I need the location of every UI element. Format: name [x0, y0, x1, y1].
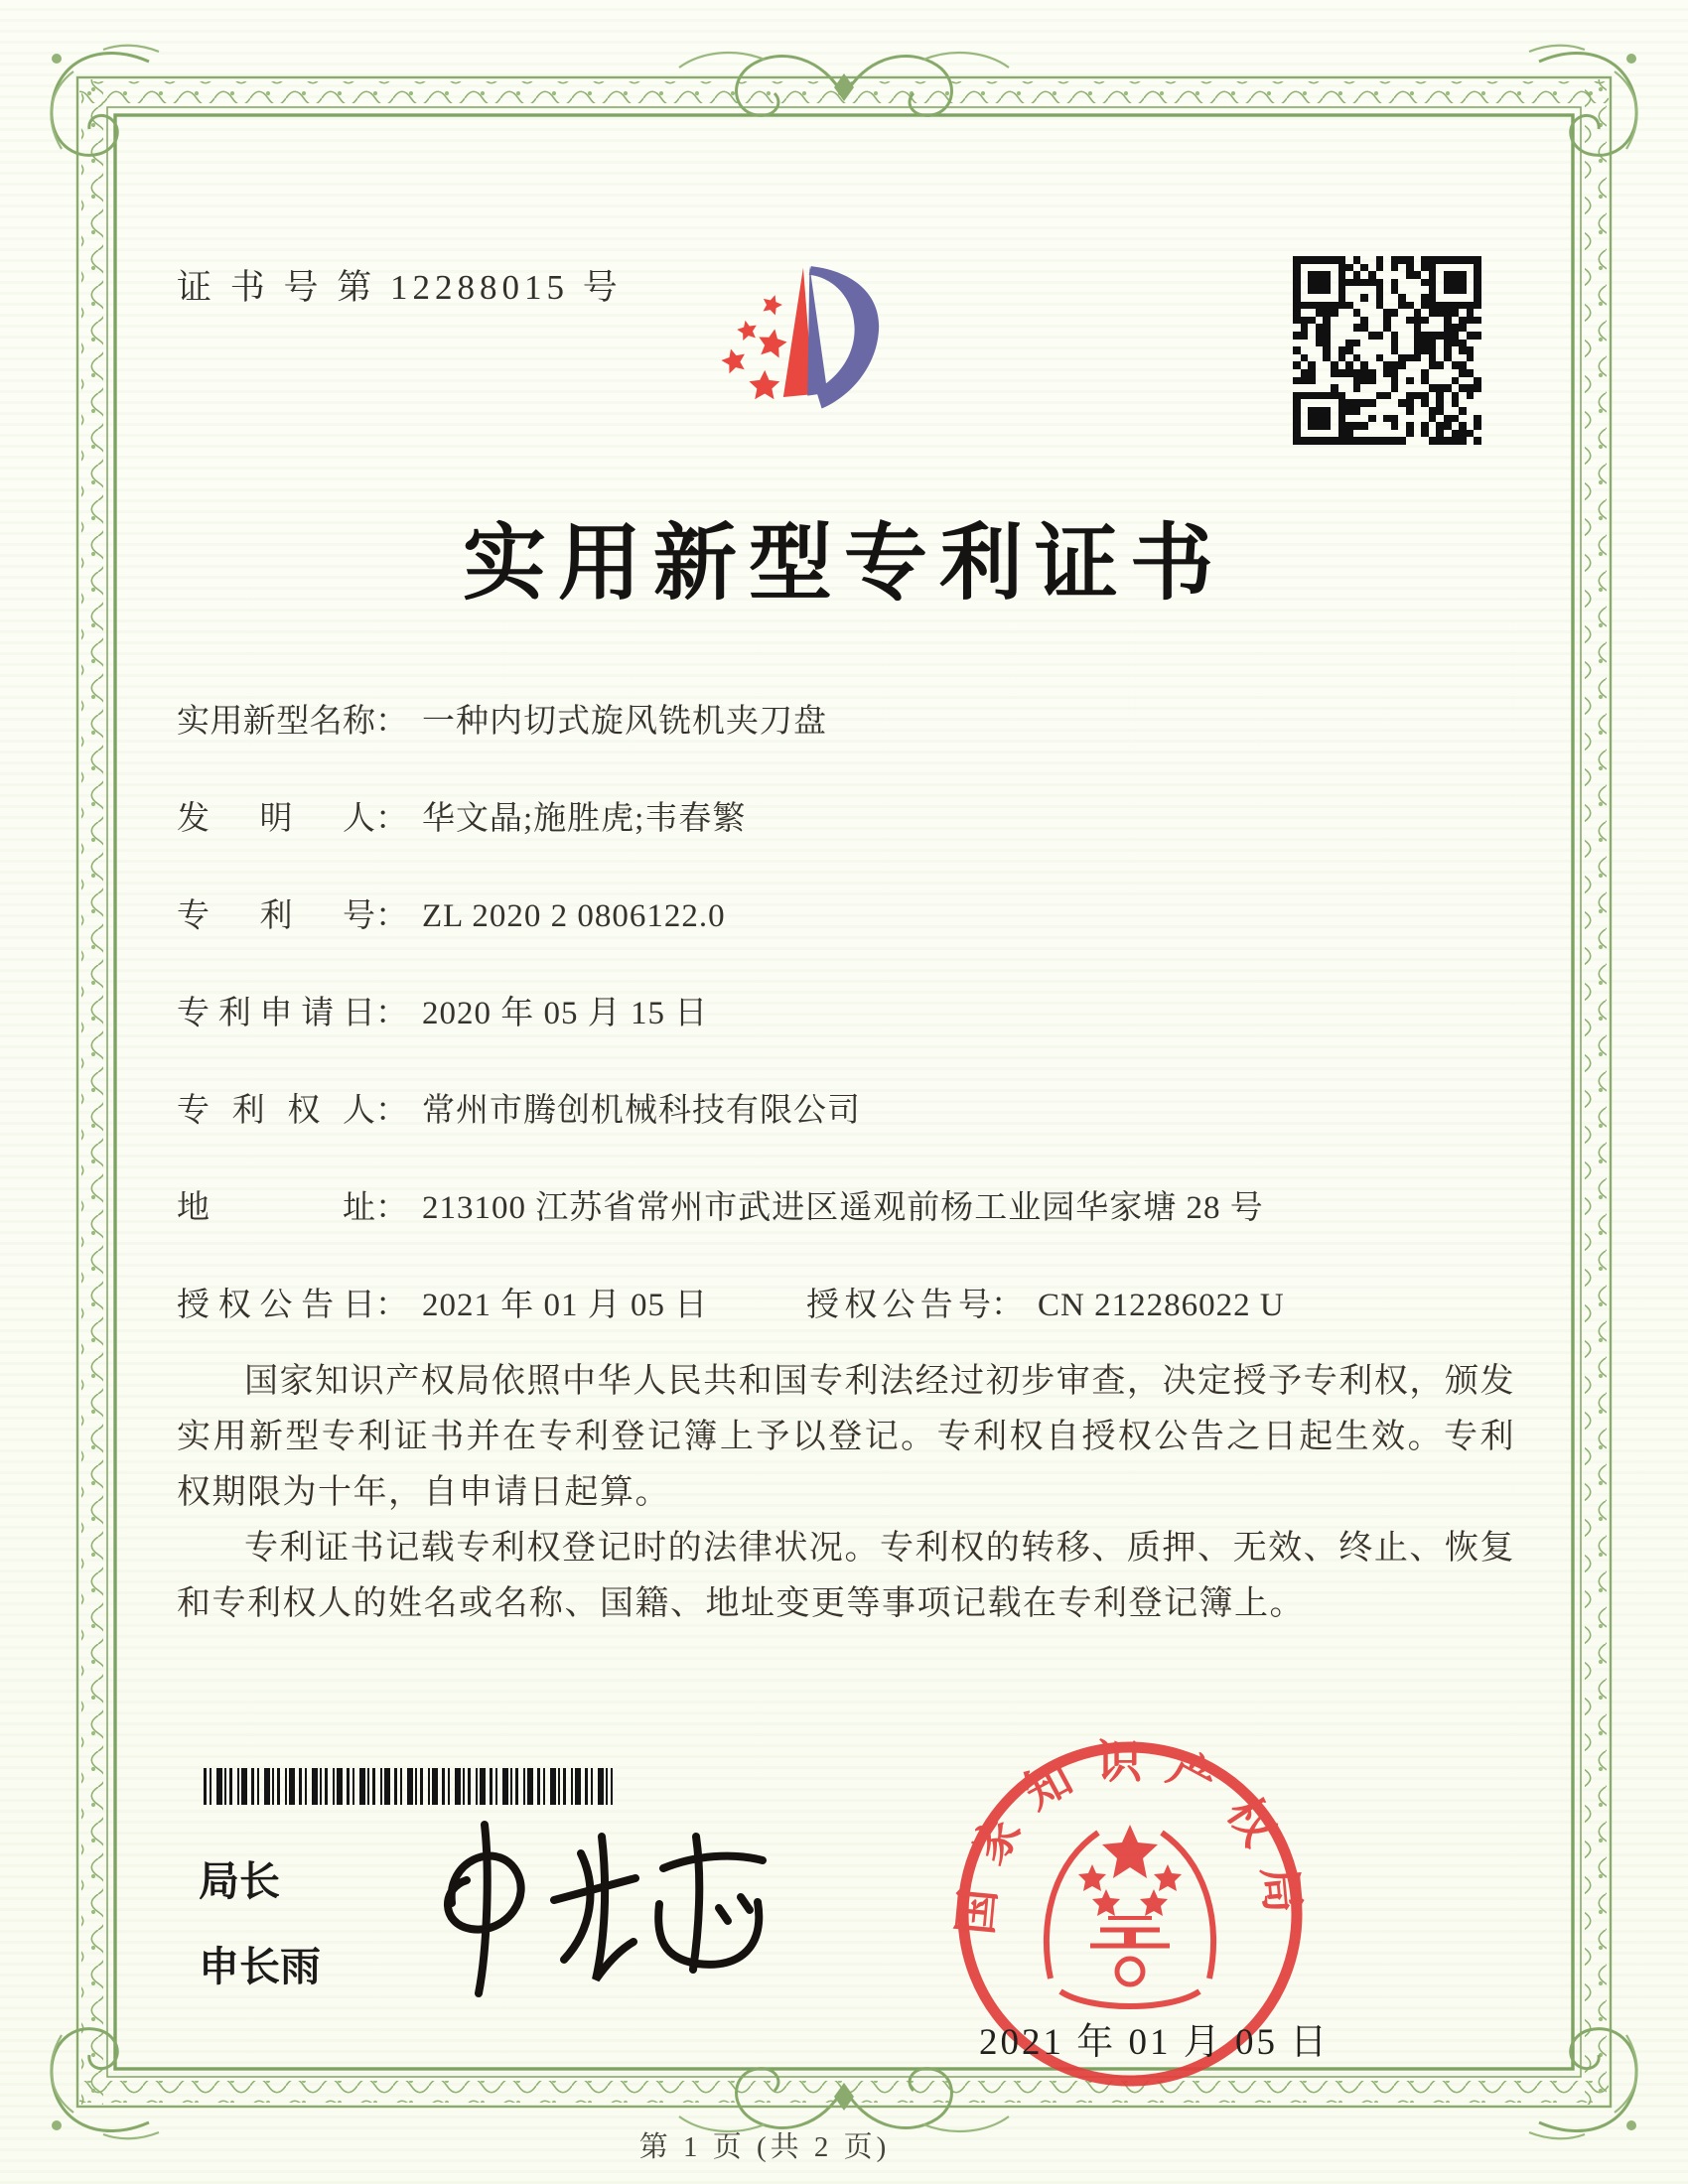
field-label: 专利权人	[177, 1093, 375, 1129]
barcode	[204, 1768, 613, 1805]
colon	[375, 987, 408, 1033]
field-label: 授权公告号	[806, 1288, 991, 1323]
field-value: CN 212286022 U	[1038, 1288, 1285, 1323]
colon	[375, 1181, 408, 1228]
field-grant-date	[177, 1279, 708, 1325]
seal-date: 2021 年 01 月 05 日	[979, 2022, 1331, 2063]
field-grant-number	[806, 1279, 1285, 1325]
field-value: 一种内切式旋风铣机夹刀盘	[422, 704, 827, 740]
field-utility-model-name	[177, 695, 827, 742]
seal-text: 国家知识产权局	[948, 1735, 1312, 1937]
signature-handwriting	[397, 1809, 824, 2007]
field-label: 授权公告日	[177, 1288, 375, 1323]
field-label: 专利号	[177, 898, 375, 934]
director-title: 局长	[199, 1858, 280, 1904]
director-name: 申长雨	[199, 1944, 321, 1989]
qr-code	[1293, 256, 1481, 445]
field-value: 213100 江苏省常州市武进区遥观前杨工业园华家塘 28 号	[422, 1190, 1264, 1226]
field-address	[177, 1181, 1264, 1228]
legal-statement	[177, 1354, 1515, 1632]
colon	[375, 1279, 408, 1325]
field-value: 华文晶;施胜虎;韦春繁	[422, 801, 747, 837]
certificate-number: 证 书 号 第 12288015 号	[177, 268, 623, 307]
certificate-title: 实用新型专利证书	[462, 518, 1225, 611]
cnipa-logo-icon	[695, 240, 909, 439]
legal-paragraph-1: 国家知识产权局依照中华人民共和国专利法经过初步审查，决定授予专利权，颁发实用新型专利证书并在专利登记簿上予以登记。专利权自授权公告之日起生效。专利权期限为十年，自申请日起算。	[177, 1363, 1515, 1511]
field-filing-date	[177, 987, 708, 1033]
field-value: 2021 年 01 月 05 日	[422, 1288, 709, 1323]
field-value: ZL 2020 2 0806122.0	[422, 898, 726, 934]
field-patentee	[177, 1084, 861, 1131]
field-value: 常州市腾创机械科技有限公司	[422, 1093, 861, 1129]
field-patent-number	[177, 889, 726, 936]
field-label: 专利申请日	[177, 996, 375, 1031]
field-inventors	[177, 792, 746, 839]
field-value: 2020 年 05 月 15 日	[422, 996, 709, 1031]
colon	[375, 792, 408, 839]
field-label: 地址	[177, 1190, 375, 1226]
legal-paragraph-2: 专利证书记载专利权登记时的法律状况。专利权的转移、质押、无效、终止、恢复和专利权人的姓名或名称、国籍、地址变更等事项记载在专利登记簿上。	[177, 1530, 1515, 1622]
page-number: 第 1 页 (共 2 页)	[638, 2131, 891, 2163]
colon	[375, 1084, 408, 1131]
colon	[375, 889, 408, 936]
field-label: 实用新型名称	[177, 704, 375, 740]
colon	[375, 695, 408, 742]
colon	[991, 1279, 1024, 1325]
field-label: 发明人	[177, 801, 375, 837]
